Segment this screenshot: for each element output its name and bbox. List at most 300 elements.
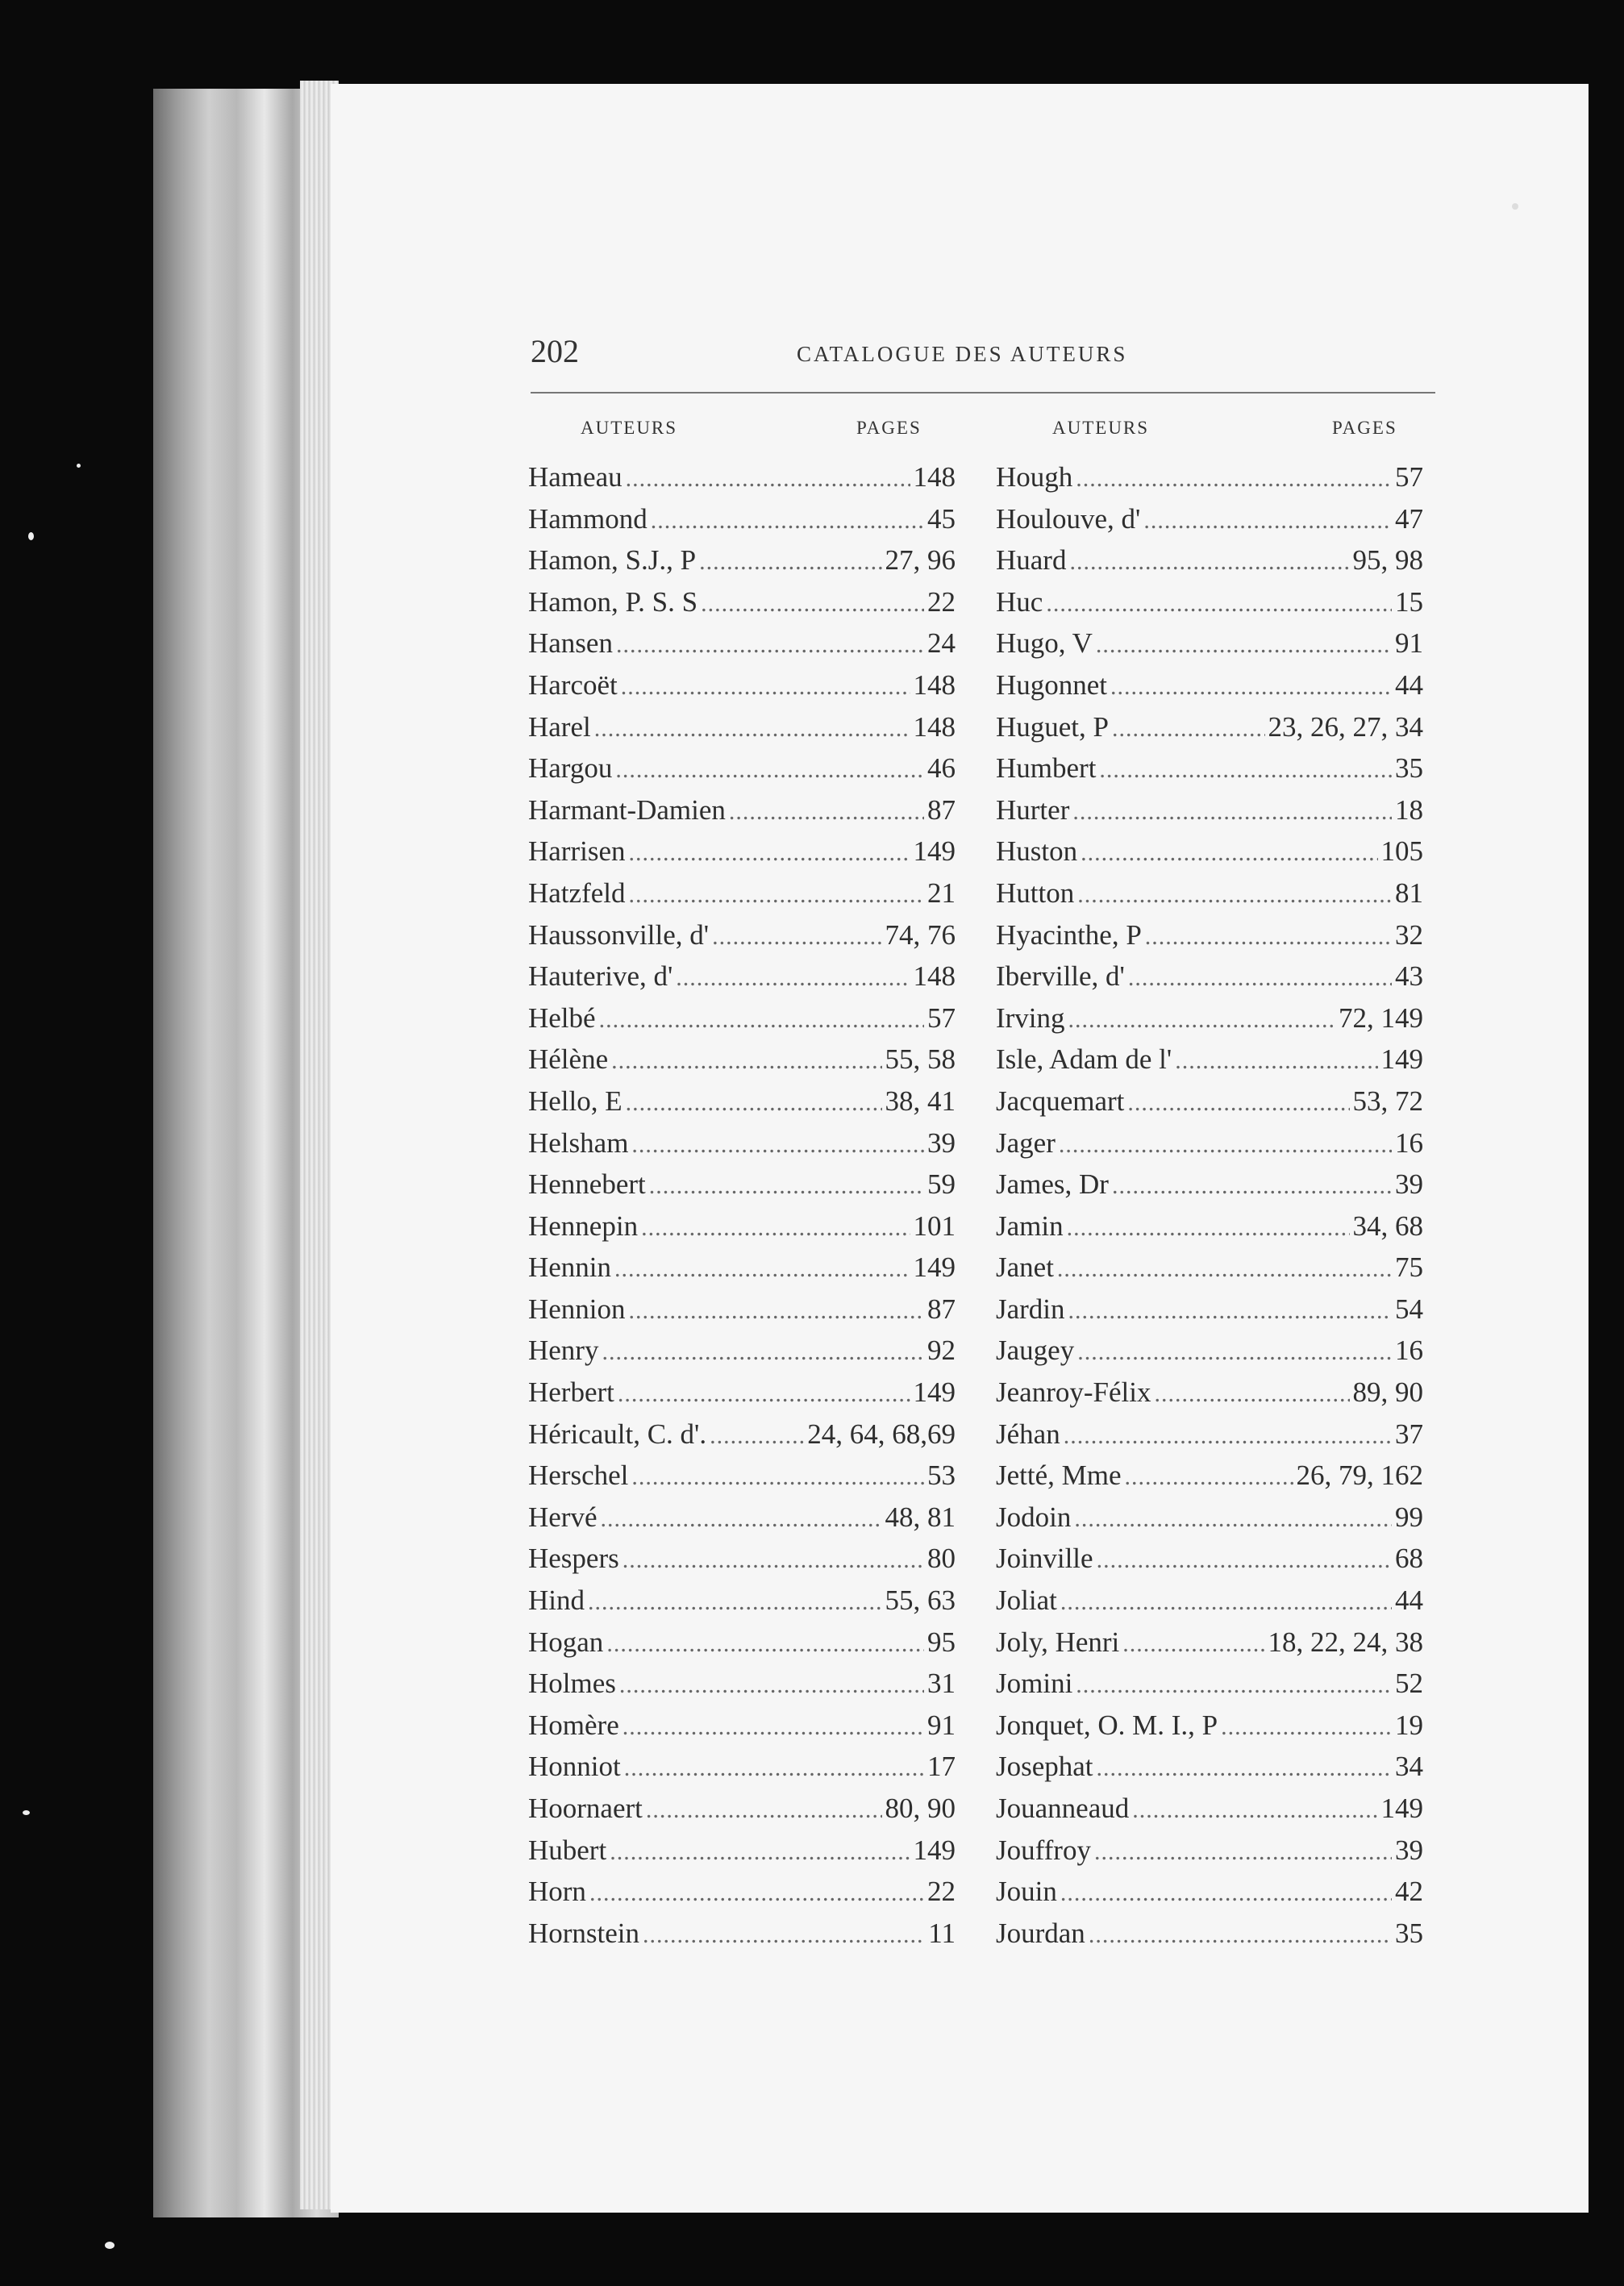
author-name: Hameau [528,461,623,493]
page-references: 22 [927,1876,956,1908]
index-entry [996,1330,1423,1372]
index-entry [996,1247,1423,1289]
page-references: 53, 72 [1352,1085,1423,1117]
dot-leader [1145,916,1392,958]
index-entry [996,623,1423,664]
dot-leader [629,1290,924,1332]
index-entry [996,1580,1423,1622]
page-references: 42 [1395,1876,1423,1908]
index-entry [996,1913,1423,1955]
dot-leader [1125,1456,1293,1498]
dot-leader [621,666,910,708]
author-name: Jomini [996,1668,1073,1700]
dot-leader [1046,583,1392,625]
dot-leader [646,1789,882,1831]
author-name: Joinville [996,1543,1093,1575]
dot-leader [649,1165,924,1207]
author-name: Harmant-Damien [528,793,726,826]
right-pages-heading: PAGES [1332,418,1397,438]
author-name: Horn [528,1876,586,1908]
dot-leader [611,1040,881,1082]
author-name: Josephat [996,1751,1093,1783]
author-name: James, Dr [996,1168,1109,1201]
page-references: 15 [1395,585,1423,618]
page-references: 53 [927,1459,956,1492]
author-name: Humbert [996,752,1097,785]
dot-leader [631,1124,924,1166]
dot-leader [610,1831,910,1873]
author-name: Hansen [528,627,613,660]
author-name: Hamon, S.J., P [528,544,697,577]
page-references: 54 [1395,1293,1423,1325]
dot-leader [1076,458,1392,500]
index-entry [996,1081,1423,1122]
dot-leader [618,1373,910,1415]
author-name: Jonquet, O. M. I., P [996,1709,1218,1741]
page-references: 24, 64, 68,69 [807,1418,956,1450]
author-name: Jaugey [996,1335,1075,1367]
page-references: 57 [1395,461,1423,493]
dot-leader [1099,749,1392,791]
author-name: Hurter [996,793,1070,826]
index-entry [996,1830,1423,1872]
author-name: Hyacinthe, P [996,918,1142,951]
index-entry [528,914,956,956]
page-references: 18, 22, 24, 38 [1268,1626,1423,1658]
index-entry [996,1372,1423,1414]
index-entry [996,1497,1423,1539]
author-name: Homère [528,1709,619,1741]
index-entry [996,1414,1423,1455]
dot-leader [676,957,910,999]
dot-leader [1060,1581,1392,1623]
author-name: Janet [996,1251,1054,1284]
index-entry [528,1746,956,1788]
page-references: 87 [927,793,956,826]
page-references: 91 [927,1709,956,1741]
index-entry [528,1788,956,1830]
index-entry [528,831,956,872]
author-name: Jouanneaud [996,1793,1130,1824]
index-entry [996,831,1423,872]
page-references: 43 [1395,960,1423,993]
index-entry [528,1663,956,1705]
dot-leader [1096,624,1392,666]
author-name: Hind [528,1584,585,1617]
page-references: 26, 79, 162 [1296,1459,1423,1492]
author-name: Jouin [996,1876,1057,1908]
page-references: 16 [1395,1335,1423,1367]
page-references: 35 [1395,1917,1423,1949]
index-entry [528,664,956,706]
page-references: 21 [927,877,956,909]
index-entry [996,1039,1423,1081]
index-entry [996,1122,1423,1164]
dot-leader [1221,1706,1392,1748]
page-references: 95 [927,1626,956,1658]
author-name: Jeanroy-Félix [996,1376,1151,1409]
dot-leader [699,541,881,583]
dot-leader [1072,791,1392,833]
index-entry [996,456,1423,498]
dot-leader [614,1248,910,1290]
page-references: 148 [913,668,956,701]
dot-leader [1112,1165,1392,1207]
page-references: 37 [1395,1418,1423,1450]
author-name: Hennebert [528,1168,646,1201]
page-references: 148 [913,710,956,743]
dot-leader [641,1207,910,1249]
index-entry [528,789,956,831]
author-name: Isle, Adam de l' [996,1043,1172,1076]
page-references: 55, 63 [885,1584,956,1617]
dot-leader [589,1872,924,1914]
page-number: 202 [531,333,579,369]
page-references: 149 [1380,1043,1423,1076]
author-name: Jodoin [996,1501,1072,1533]
page-references: 148 [913,461,956,493]
dot-leader [710,1415,804,1457]
author-name: Houlouve, d' [996,502,1141,535]
page-references: 68 [1395,1543,1423,1575]
dot-leader [601,1498,882,1540]
page-references: 99 [1395,1501,1423,1533]
index-entry [528,1580,956,1622]
page-references: 24 [927,627,956,660]
index-entry [996,997,1423,1039]
page-references: 39 [1395,1834,1423,1866]
dot-leader [1060,1872,1392,1914]
index-entry [996,1788,1423,1830]
author-name: Huc [996,585,1043,618]
index-entry [528,1622,956,1663]
author-name: Hamon, P. S. S [528,585,698,618]
dot-leader [628,874,924,916]
dot-leader [1122,1623,1264,1665]
dot-leader [602,1331,924,1373]
dot-leader [1067,1207,1350,1249]
page-references: 35 [1395,752,1423,785]
author-name: Hubert [528,1834,607,1866]
dot-leader [1089,1914,1392,1956]
page-references: 39 [927,1126,956,1159]
index-entry [528,997,956,1039]
author-name: Hauterive, d' [528,960,673,993]
scan-speck [1512,203,1518,210]
dot-leader [1132,1789,1377,1831]
page-references: 18 [1395,793,1423,826]
dot-leader [729,791,924,833]
author-name: Hoornaert [528,1793,643,1824]
page-references: 55, 58 [885,1043,956,1076]
page-references: 87 [927,1293,956,1325]
index-entry [528,872,956,914]
author-name: Hough [996,461,1073,493]
author-name: Hornstein [528,1917,640,1949]
index-entry [528,1455,956,1497]
author-name: Jager [996,1126,1056,1159]
index-entry [996,1871,1423,1913]
index-entry [528,1164,956,1205]
dot-leader [1112,708,1265,750]
index-entry [528,1081,956,1122]
index-entry [528,1247,956,1289]
index-entry [528,1289,956,1330]
author-name: Hutton [996,877,1075,909]
dot-leader [1069,541,1349,583]
index-entry [996,539,1423,581]
page-references: 39 [1395,1168,1423,1201]
page-references: 80, 90 [885,1793,956,1824]
page-references: 149 [913,1251,956,1284]
author-name: Jardin [996,1293,1065,1325]
index-entry [528,1372,956,1414]
index-entry [996,1705,1423,1747]
index-entry [528,581,956,623]
index-entry [528,956,956,997]
index-entry [528,1039,956,1081]
page-references: 149 [913,1834,956,1866]
index-entry [996,1289,1423,1330]
page-references: 80 [927,1543,956,1575]
page-references: 23, 26, 27, 34 [1268,710,1423,743]
scan-speck [105,2242,115,2249]
dot-leader [1097,1747,1392,1789]
author-name: Haussonville, d' [528,918,710,951]
page-references: 149 [1380,1793,1423,1824]
page-references: 48, 81 [885,1501,956,1533]
dot-leader [606,1623,924,1665]
page-references: 47 [1395,502,1423,535]
dot-leader [599,999,924,1041]
left-author-index [528,456,956,1954]
dot-leader [1094,1831,1392,1873]
dot-leader [624,1747,924,1789]
page-references: 59 [927,1168,956,1201]
page-references: 91 [1395,627,1423,660]
dot-leader [643,1914,925,1956]
page-references: 149 [913,1376,956,1409]
index-entry [996,914,1423,956]
index-entry [528,623,956,664]
dot-leader [1057,1248,1392,1290]
dot-leader [626,1082,882,1124]
index-entry [996,789,1423,831]
author-name: Hogan [528,1626,604,1658]
page-references: 101 [913,1210,956,1242]
dot-leader [712,916,881,958]
index-entry [528,1830,956,1872]
author-name: Hello, E [528,1085,623,1117]
dot-leader [1076,1664,1392,1706]
index-entry [528,1414,956,1455]
page-references: 38, 41 [885,1085,956,1117]
author-name: Hammond [528,502,648,535]
index-entry [528,706,956,748]
dot-leader [1110,666,1392,708]
page-references: 75 [1395,1251,1423,1284]
index-entry [996,581,1423,623]
header-rule [531,392,1435,393]
dot-leader [616,624,924,666]
running-title: CATALOGUE DES AUTEURS [797,342,1128,366]
dot-leader [651,500,924,542]
dot-leader [1059,1124,1392,1166]
scan-speck [77,464,81,468]
right-authors-heading: AUTEURS [1052,418,1150,438]
author-name: Helbé [528,1001,596,1034]
page-references: 22 [927,585,956,618]
dot-leader [623,1706,924,1748]
dot-leader [631,1456,924,1498]
page-references: 17 [927,1751,956,1783]
dot-leader [1128,957,1392,999]
author-name: Harcoët [528,668,618,701]
index-entry [996,1622,1423,1663]
index-entry [996,1663,1423,1705]
index-entry [528,498,956,540]
dot-leader [1077,874,1392,916]
page-references: 31 [927,1668,956,1700]
page-references: 19 [1395,1709,1423,1741]
author-name: Joliat [996,1584,1057,1617]
index-entry [996,706,1423,748]
page-references: 34, 68 [1352,1210,1423,1242]
author-name: Hennepin [528,1210,639,1242]
page-references: 74, 76 [885,918,956,951]
page-references: 57 [927,1001,956,1034]
dot-leader [1175,1040,1377,1082]
dot-leader [1143,500,1392,542]
author-name: Hespers [528,1543,619,1575]
dot-leader [623,1539,924,1581]
index-entry [528,1122,956,1164]
page-references: 27, 96 [885,544,956,577]
dot-leader [1154,1373,1349,1415]
index-entry [996,872,1423,914]
left-pages-heading: PAGES [856,418,922,438]
index-entry [996,1746,1423,1788]
dot-leader [594,708,910,750]
page-references: 44 [1395,1584,1423,1617]
author-name: Hennin [528,1251,612,1284]
scan-speck [28,532,34,540]
index-entry [528,456,956,498]
index-entry [528,1913,956,1955]
index-entry [996,664,1423,706]
index-entry [528,1205,956,1247]
dot-leader [629,832,910,874]
author-name: Hervé [528,1501,598,1533]
author-name: Hugonnet [996,668,1108,701]
author-name: Huard [996,544,1067,577]
page-references: 34 [1395,1751,1423,1783]
author-name: Iberville, d' [996,960,1125,993]
index-entry [528,1497,956,1539]
author-name: Hennion [528,1293,626,1325]
author-name: Hargou [528,752,613,785]
author-name: Jouffroy [996,1834,1091,1866]
dot-leader [1127,1082,1349,1124]
page-references: 52 [1395,1668,1423,1700]
page-references: 45 [927,502,956,535]
page-references: 11 [928,1917,956,1949]
index-entry [996,747,1423,789]
dot-leader [1074,1498,1392,1540]
page-header [531,332,1435,384]
author-name: Herschel [528,1459,629,1492]
index-entry [528,747,956,789]
index-entry [996,1538,1423,1580]
author-name: Harrisen [528,835,626,868]
index-entry [996,1455,1423,1497]
author-name: Hugo, V [996,627,1093,660]
dot-leader [1077,1331,1392,1373]
dot-leader [1097,1539,1392,1581]
author-name: Huguet, P [996,710,1109,743]
page-references: 46 [927,752,956,785]
page-references: 72, 149 [1339,1001,1423,1034]
author-name: Jacquemart [996,1085,1125,1117]
index-entry [528,1538,956,1580]
author-name: Holmes [528,1668,616,1700]
page-references: 105 [1380,835,1423,868]
page-references: 89, 90 [1352,1376,1423,1409]
dot-leader [1081,832,1377,874]
author-name: Huston [996,835,1078,868]
index-entry [996,1164,1423,1205]
index-entry [996,1205,1423,1247]
author-name: Irving [996,1001,1065,1034]
dot-leader [1064,1415,1392,1457]
dot-leader [701,583,924,625]
author-name: Jamin [996,1210,1064,1242]
author-name: Honniot [528,1751,621,1783]
page-references: 44 [1395,668,1423,701]
author-name: Hélène [528,1043,609,1076]
dot-leader [619,1664,924,1706]
author-name: Herbert [528,1376,614,1409]
page-references: 32 [1395,918,1423,951]
page-references: 81 [1395,877,1423,909]
index-entry [528,539,956,581]
author-name: Henry [528,1335,599,1367]
page-references: 148 [913,960,956,993]
left-authors-heading: AUTEURS [581,418,678,438]
author-name: Harel [528,710,591,743]
author-name: Joly, Henri [996,1626,1120,1658]
dot-leader [588,1581,882,1623]
index-entry [528,1330,956,1372]
index-entry [996,498,1423,540]
page-references: 95, 98 [1352,544,1423,577]
page-references: 16 [1395,1126,1423,1159]
dot-leader [1068,1290,1392,1332]
index-entry [528,1705,956,1747]
dot-leader [626,458,910,500]
index-entry [996,956,1423,997]
author-name: Helsham [528,1126,629,1159]
scan-speck [23,1810,30,1815]
author-name: Jéhan [996,1418,1060,1450]
page-references: 92 [927,1335,956,1367]
right-author-index [996,456,1423,1954]
page-references: 149 [913,835,956,868]
index-entry [528,1871,956,1913]
dot-leader [615,749,924,791]
author-name: Héricault, C. d'. [528,1418,707,1450]
dot-leader [1068,999,1335,1041]
